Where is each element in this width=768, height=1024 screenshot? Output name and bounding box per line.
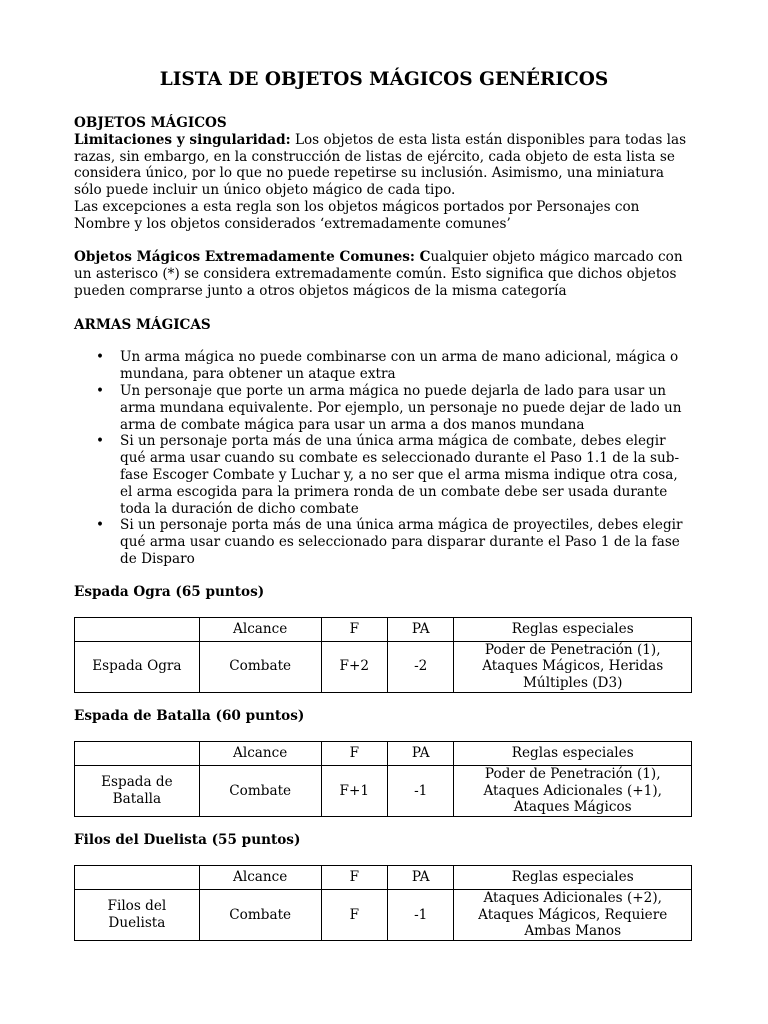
table-row (75, 889, 692, 940)
exceptions-paragraph: Las excepciones a esta regla son los objetos mágicos portados por Personajes con Nombre y los objetos considerados ‘extremadamente comunes’ (74, 198, 640, 232)
header-cell: F (321, 617, 387, 641)
magic-weapons-heading: ARMAS MÁGICAS (74, 316, 211, 333)
header-cell: PA (388, 741, 454, 765)
item-stats-table (74, 741, 692, 817)
ap-cell: -2 (388, 641, 454, 692)
special-rules-cell: Ataques Adicionales (+2), Ataques Mágicos, Requiere Ambas Manos (454, 889, 692, 940)
header-cell: PA (388, 617, 454, 641)
header-cell: Alcance (199, 617, 321, 641)
item-stats-table (74, 865, 692, 941)
list-item-text: Un personaje que porte un arma mágica no puede dejarla de lado para usar un arma mundana equivalente. Por ejemplo, un personaje no puede dejar de lado un arma de combate mágica para usar un arma a dos manos mundana (120, 382, 682, 433)
strength-cell: F+2 (321, 641, 387, 692)
item-name-cell: Espada Ogra (75, 641, 200, 692)
item-title: Espada de Batalla (60 puntos) (74, 707, 305, 724)
common-items-paragraph (74, 249, 694, 299)
list-item-text: Un arma mágica no puede combinarse con un arma de mano adicional, mágica o mundana, para obtener un ataque extra (120, 349, 679, 383)
list-item (96, 382, 694, 433)
list-item (96, 433, 694, 517)
header-cell (75, 741, 200, 765)
table-row (75, 765, 692, 816)
header-cell: Reglas especiales (454, 865, 692, 889)
item-name-cell: Filos del Duelista (75, 889, 200, 940)
table-header-row (75, 617, 692, 641)
weapon-rules-list (74, 349, 694, 567)
common-items-label: Objetos Mágicos Extremadamente Comunes: C (74, 249, 431, 266)
special-rules-cell: Poder de Penetración (1), Ataques Mágicos, Heridas Múltiples (D3) (454, 641, 692, 692)
header-cell: Alcance (199, 741, 321, 765)
bullet-icon: • (96, 517, 105, 534)
header-cell: PA (388, 865, 454, 889)
strength-cell: F (321, 889, 387, 940)
item-stats-table (74, 617, 692, 693)
header-cell: F (321, 741, 387, 765)
bullet-icon: • (96, 382, 105, 399)
list-item (96, 349, 694, 383)
limits-paragraph (74, 132, 694, 199)
header-cell: Reglas especiales (454, 741, 692, 765)
header-cell (75, 617, 200, 641)
list-item (96, 517, 694, 567)
table-header-row (75, 741, 692, 765)
special-rules-cell: Poder de Penetración (1), Ataques Adicionales (+1), Ataques Mágicos (454, 765, 692, 816)
range-cell: Combate (199, 641, 321, 692)
item-title: Filos del Duelista (55 puntos) (74, 832, 301, 849)
common-items-text: ualquier objeto mágico marcado con un asterisco (*) se considera extremadamente común. Esto significa que dichos objetos pueden comprarse junto a otros objetos mágicos de la misma categoría (74, 249, 683, 299)
header-cell: F (321, 865, 387, 889)
table-header-row (75, 865, 692, 889)
table-row (75, 641, 692, 692)
list-item-text: Si un personaje porta más de una única arma mágica de combate, debes elegir qué arma usar cuando su combate es seleccionado durante el Paso 1.1 de la sub-fase Escoger Combate y Luchar y, a no ser que el arma misma indique otra cosa, el arma escogida para la primera ronda de un combate debe ser usada durante toda la duración de dicho combate (120, 433, 680, 517)
strength-cell: F+1 (321, 765, 387, 816)
header-cell: Reglas especiales (454, 617, 692, 641)
bullet-icon: • (96, 433, 105, 450)
list-item-text: Si un personaje porta más de una única arma mágica de proyectiles, debes elegir qué arma usar cuando es seleccionado para disparar durante el Paso 1 de la fase de Disparo (120, 517, 683, 567)
limits-text: Los objetos de esta lista están disponibles para todas las razas, sin embargo, en la construcción de listas de ejército, cada objeto de esta lista se considera único, por lo que no puede repetirse su inclusión. Asimismo, una miniatura sólo puede incluir un único objeto mágico de cada tipo. (74, 131, 687, 199)
item-title: Espada Ogra (65 puntos) (74, 583, 265, 600)
bullet-icon: • (96, 349, 105, 366)
header-cell: Alcance (199, 865, 321, 889)
document-page (74, 68, 694, 941)
limits-label: Limitaciones y singularidad: (74, 131, 291, 148)
ap-cell: -1 (388, 765, 454, 816)
header-cell (75, 865, 200, 889)
range-cell: Combate (199, 765, 321, 816)
magic-items-heading: OBJETOS MÁGICOS (74, 115, 227, 131)
range-cell: Combate (199, 889, 321, 940)
item-name-cell: Espada de Batalla (75, 765, 200, 816)
ap-cell: -1 (388, 889, 454, 940)
page-title: LISTA DE OBJETOS MÁGICOS GENÉRICOS (159, 69, 609, 90)
